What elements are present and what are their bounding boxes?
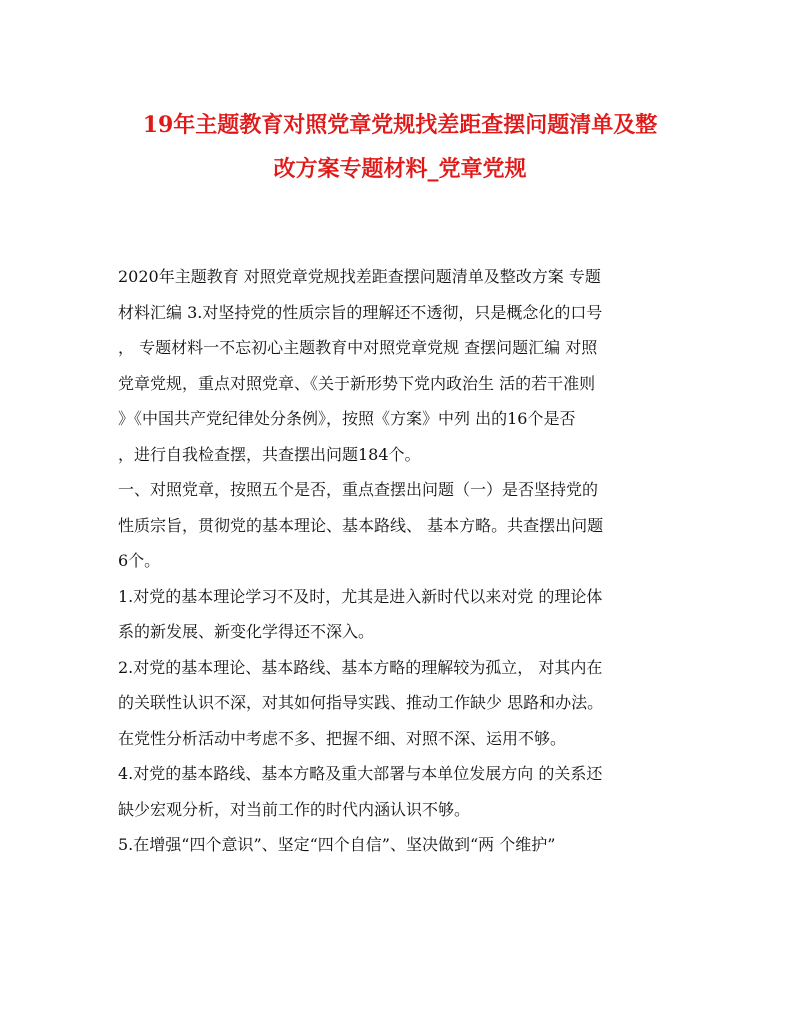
body-line: 性质宗旨，贯彻党的基本理论、基本路线、 基本方略。共查摆出问题: [118, 515, 604, 535]
body-line: 材料汇编 3.对坚持党的性质宗旨的理解还不透彻，只是概念化的口号: [118, 302, 603, 322]
document-body: [118, 259, 708, 863]
body-line: ，进行自我检查摆，共查摆出问题184个。: [118, 444, 421, 464]
body-line: 5.在增强“四个意识”、坚定“四个自信”、坚决做到“两 个维护”: [118, 835, 556, 854]
body-line: 在党性分析活动中考虑不多、把握不细、对照不深、运用不够。: [118, 728, 567, 748]
body-line: 2020年主题教育 对照党章党规找差距查摆问题清单及整改方案 专题: [118, 267, 601, 286]
title-line-1: 19年主题教育对照党章党规找差距查摆问题清单及整: [142, 112, 658, 138]
body-line: 6个。: [118, 551, 161, 570]
body-line: 缺少宏观分析，对当前工作的时代内涵认识不够。: [118, 799, 471, 819]
body-line: 党章党规，重点对照党章、《关于新形势下党内政治生 活的若干准则: [118, 373, 596, 393]
document-title: [100, 103, 700, 191]
body-line: 1.对党的基本理论学习不及时，尤其是进入新时代以来对党 的理论体: [118, 586, 603, 606]
body-line: 的关联性认识不深，对其如何指导实践、推动工作缺少 思路和办法。: [118, 693, 604, 712]
body-line: 一、对照党章，按照五个是否，重点查摆出问题（一）是否坚持党的: [118, 480, 599, 499]
body-line: ， 专题材料一不忘初心主题教育中对照党章党规 查摆问题汇编 对照: [118, 338, 598, 357]
title-line-2: 改方案专题材料_党章党规: [273, 156, 527, 182]
body-line: 系的新发展、新变化学得还不深入。: [118, 622, 375, 641]
body-line: 4.对党的基本路线、基本方略及重大部署与本单位发展方向 的关系还: [118, 764, 603, 783]
body-line: 2.对党的基本理论、基本路线、基本方略的理解较为孤立， 对其内在: [118, 657, 603, 677]
body-line: 》《中国共产党纪律处分条例》，按照《方案》中列 出的16个是否: [118, 409, 576, 428]
